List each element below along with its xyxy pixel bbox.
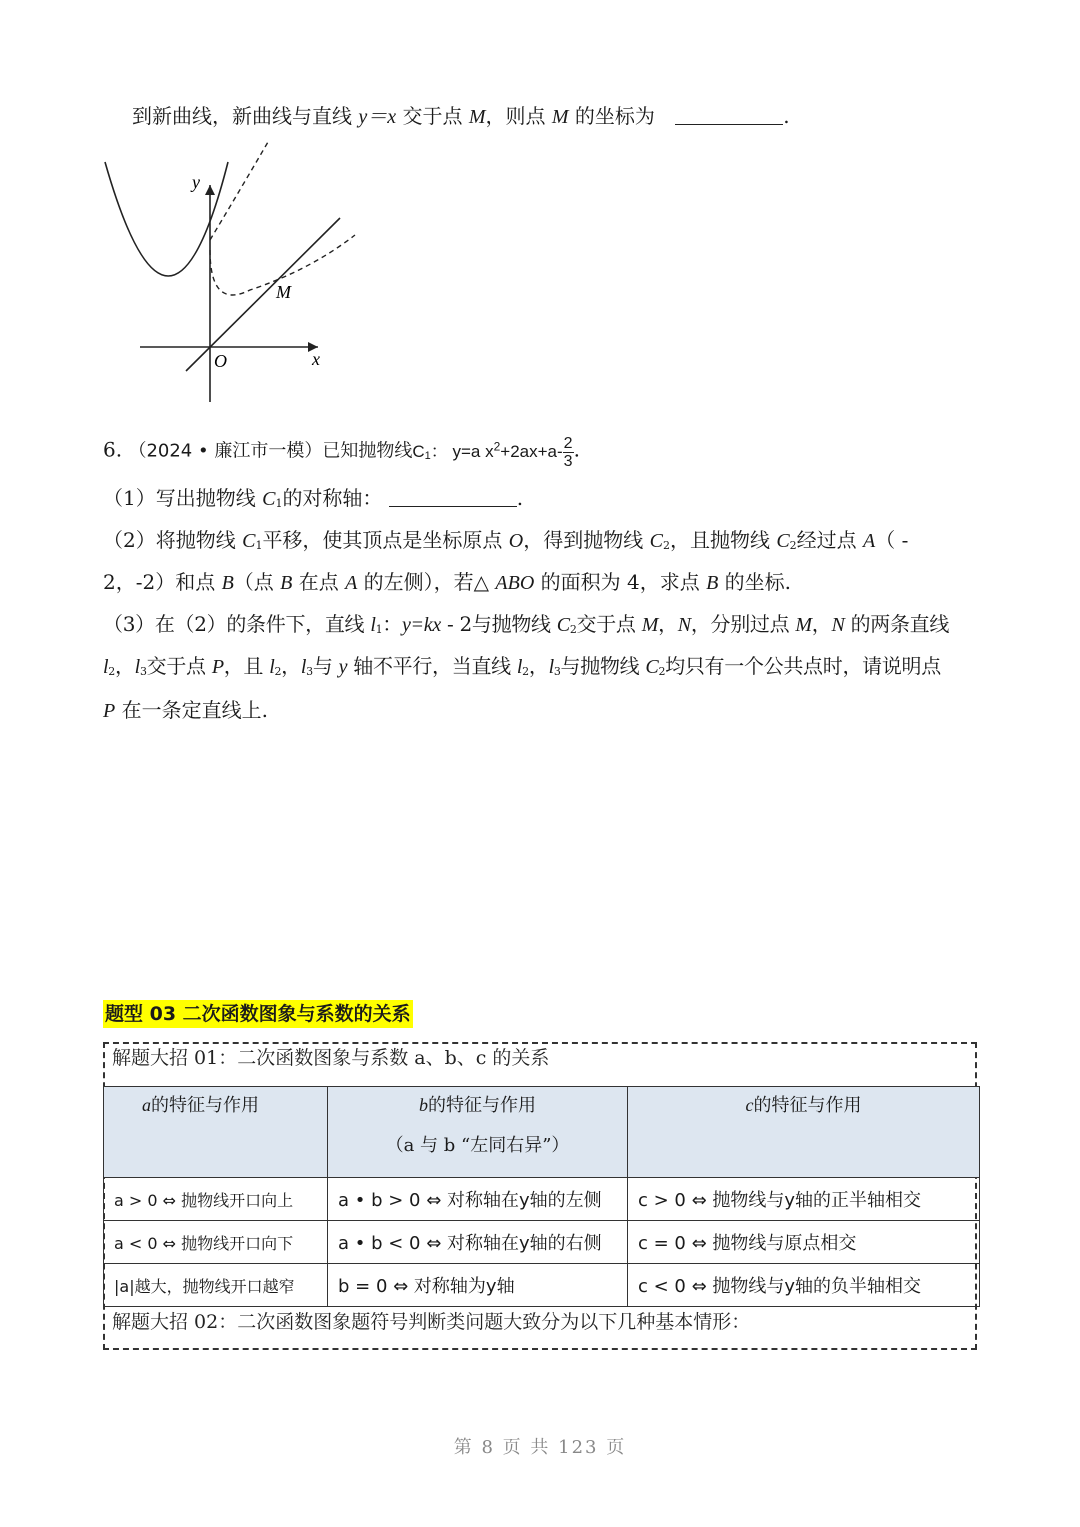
c-name: C (776, 530, 790, 552)
text: ，则点 (485, 104, 552, 128)
c-name: C (556, 614, 570, 636)
text: ， (114, 654, 135, 678)
question-2-line-2 (103, 568, 791, 597)
var: b (419, 1095, 428, 1115)
table-row (104, 1221, 980, 1264)
text: 与抛物线 (560, 654, 646, 678)
graph-figure (100, 140, 370, 405)
point-label: M (795, 614, 812, 636)
text: 在点 (292, 570, 346, 594)
text: ： (382, 612, 402, 636)
text: ，且抛物线 (669, 528, 777, 552)
line-sub: 2 (108, 665, 115, 678)
var: c (745, 1095, 754, 1115)
point-label: N (831, 614, 845, 636)
text: （1）写出抛物线 (103, 486, 263, 510)
var: a (142, 1095, 151, 1115)
equation: y＝x (358, 106, 397, 128)
header-text: 的特征与作用 (753, 1095, 862, 1116)
line-sub: 2 (522, 665, 529, 678)
line-name: l (134, 656, 140, 678)
line-sub: 1 (375, 623, 383, 636)
answer-blank[interactable] (675, 102, 783, 125)
table-cell: |a|越大，抛物线开口越窄 (104, 1264, 328, 1307)
line-sub: 2 (274, 665, 282, 678)
table-header-row (104, 1087, 980, 1178)
table-cell: c > 0 ⇔ 抛物线与y轴的正半轴相交 (628, 1178, 980, 1221)
new-curve-upper (210, 142, 268, 240)
line-name: l (548, 656, 554, 678)
text: ，分别过点 (690, 612, 796, 636)
text: 的坐标. (718, 570, 792, 594)
axis-name: y (338, 656, 348, 678)
line-name: l (370, 614, 376, 636)
text: - 2与抛物线 (440, 612, 557, 636)
line-name: l (269, 656, 275, 678)
text: 轴不平行，当直线 (347, 654, 517, 678)
text: ，得到抛物线 (523, 528, 650, 552)
equation: y=kx (401, 614, 441, 636)
point-label: P (103, 700, 116, 722)
formula (412, 434, 573, 470)
line-sub: 3 (553, 665, 561, 678)
point-label: B (280, 572, 293, 594)
question-3-line-1 (103, 610, 949, 644)
problem-source: （2024 • 廉江市一模）已知抛物线 (128, 440, 413, 462)
text: ， (528, 654, 549, 678)
line-sub: 3 (306, 665, 313, 678)
header-text: 的特征与作用 (428, 1095, 536, 1116)
header-note: （a 与 b “左同右异”） (385, 1135, 570, 1156)
line-name: l (103, 656, 109, 678)
answer-blank[interactable] (389, 484, 517, 507)
c-name: C (262, 488, 276, 510)
point-label: M (468, 106, 486, 128)
point-label: B (706, 572, 719, 594)
formula-part: ： y=a x (430, 441, 494, 461)
text: 的左侧），若△ (357, 570, 496, 594)
triangle-label: ABO (495, 572, 535, 594)
fraction (563, 435, 574, 470)
text: 交于点 (576, 612, 642, 636)
text: . (516, 486, 524, 510)
text: 的坐标为 (568, 104, 655, 128)
text: . (573, 437, 580, 462)
text: 到新曲线，新曲线与直线 (132, 104, 359, 128)
coefficient-table (103, 1086, 980, 1307)
c-sub: 2 (789, 539, 797, 552)
table-cell: c < 0 ⇔ 抛物线与y轴的负半轴相交 (628, 1264, 980, 1307)
header-b (328, 1087, 628, 1178)
text: 平移，使其顶点是坐标原点 (262, 528, 509, 552)
formula-part: +2ax+a- (500, 441, 563, 461)
text: 交于点 (396, 104, 469, 128)
c-name: C (649, 530, 663, 552)
text: （2）将抛物线 (103, 528, 243, 552)
question-1 (103, 484, 523, 518)
header-c (628, 1087, 980, 1178)
problem-6-stem (103, 428, 580, 474)
table-cell: a < 0 ⇔ 抛物线开口向下 (104, 1221, 328, 1264)
c-sub: 2 (658, 665, 666, 678)
problem-number: 6. (103, 437, 123, 462)
numerator: 2 (563, 434, 573, 452)
table-cell: c = 0 ⇔ 抛物线与原点相交 (628, 1221, 980, 1264)
header-text: 的特征与作用 (151, 1095, 259, 1116)
point-label: A (345, 572, 358, 594)
table-row (104, 1178, 980, 1221)
text: 2，-2）和点 (103, 570, 222, 594)
text: 的面积为 4，求点 (534, 570, 707, 594)
line-sub: 3 (139, 665, 147, 678)
line-name: l (300, 656, 307, 678)
text: 交于点 (146, 654, 212, 678)
exponent: 2 (493, 439, 501, 453)
table-row (104, 1264, 980, 1307)
c-sub: 2 (662, 539, 670, 552)
text: 与 (312, 654, 339, 678)
text: 在一条定直线上. (115, 698, 268, 722)
text: （3）在（2）的条件下，直线 (103, 612, 371, 636)
c-sub: 2 (569, 623, 577, 636)
denominator: 3 (563, 452, 573, 470)
y-axis-label: y (192, 172, 200, 192)
point-label: N (677, 614, 691, 636)
point-label: M (641, 614, 659, 636)
point-label: A (863, 530, 876, 552)
table-cell: a • b > 0 ⇔ 对称轴在y轴的左侧 (328, 1178, 628, 1221)
point-label: B (221, 572, 234, 594)
text: ， (811, 612, 832, 636)
x-axis-label: x (312, 349, 320, 369)
c-name: C (645, 656, 659, 678)
question-3-line-2 (103, 652, 941, 686)
point-label: M (551, 106, 569, 128)
question-2-line-1 (103, 526, 908, 560)
header-a (104, 1087, 328, 1178)
c-sub: 1 (255, 539, 263, 552)
text: ， (658, 612, 678, 636)
text: 经过点 (796, 528, 864, 552)
text: 均只有一个公共点时，请说明点 (665, 654, 941, 678)
text: （点 (233, 570, 281, 594)
c-sub: 1 (275, 497, 283, 510)
top-line (132, 102, 790, 131)
origin-label: O (214, 351, 227, 371)
text: . (783, 104, 790, 128)
text: ，且 (223, 654, 270, 678)
text: 的两条直线 (844, 612, 950, 636)
table-cell: a > 0 ⇔ 抛物线开口向上 (104, 1178, 328, 1221)
line-name: l (516, 656, 523, 678)
point-label: P (211, 656, 224, 678)
point-m-label: M (276, 282, 291, 302)
question-3-line-3 (103, 696, 268, 725)
tip-1: 解题大招 01：二次函数图象与系数 a、b、c 的关系 (112, 1047, 550, 1069)
text: （ - (875, 528, 909, 552)
text: 的对称轴： (282, 486, 383, 510)
table-cell: a • b < 0 ⇔ 对称轴在y轴的右侧 (328, 1221, 628, 1264)
tip-2: 解题大招 02：二次函数图象题符号判断类问题大致分为以下几种基本情形： (112, 1311, 751, 1333)
table-cell: b = 0 ⇔ 对称轴为y轴 (328, 1264, 628, 1307)
c-name: C (242, 530, 256, 552)
c-sub: 1 (424, 449, 431, 462)
point-label: O (508, 530, 524, 552)
y-axis-arrow (205, 185, 215, 195)
page-footer: 第 8 页 共 123 页 (453, 1437, 627, 1458)
section-title: 题型 03 二次函数图象与系数的关系 (103, 1000, 413, 1028)
text: ， (281, 654, 301, 678)
c-name: C (412, 441, 425, 461)
